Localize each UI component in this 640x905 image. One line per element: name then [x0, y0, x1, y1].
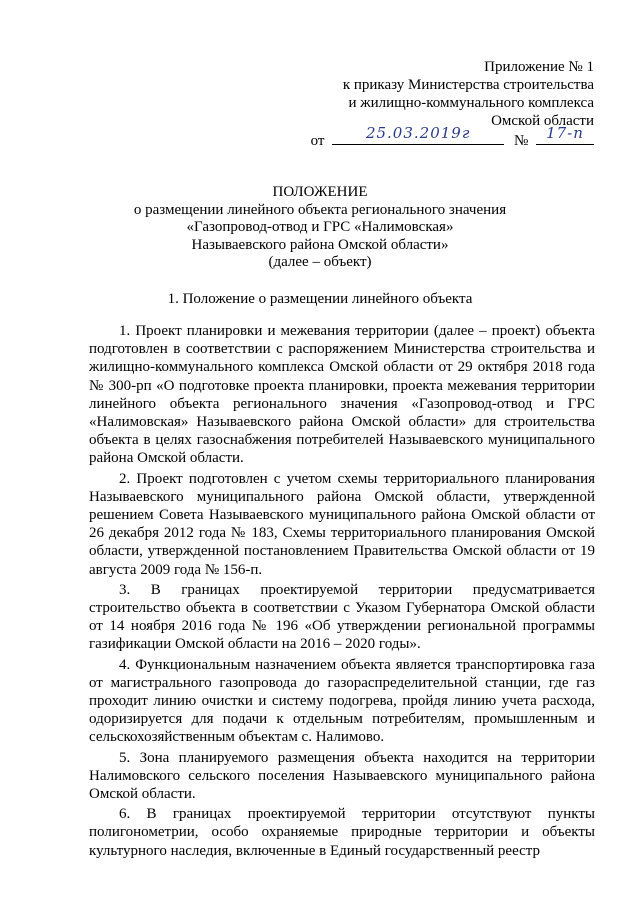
- title-heading: ПОЛОЖЕНИЕ: [272, 184, 368, 200]
- number-field: [536, 124, 594, 145]
- section-heading: 1. Положение о размещении линейного объекта: [167, 291, 473, 307]
- appendix-ref-line: Омской области: [491, 113, 594, 129]
- number-prefix: №: [513, 133, 529, 149]
- appendix-ref-line: к приказу Министерства строительства: [342, 77, 594, 93]
- appendix-header: [311, 58, 594, 150]
- document-body: [89, 322, 595, 862]
- paragraph: 4. Функциональным назначением объекта является транспортировка газа от магистрального газопровода до газораспределительной станции, где газ проходит линию очистки и систему подогрева, пройдя линию учета расхода, одоризируется для подачи к отдельным потребителям, промышленным и сельскохозяйственным объектам с. Налимово.: [89, 656, 595, 746]
- title-line: «Газопровод-отвод и ГРС «Налимовская»: [186, 219, 454, 235]
- title-line: (далее – объект): [268, 254, 372, 270]
- document-title: [0, 184, 640, 272]
- appendix-title: Приложение № 1: [484, 59, 594, 75]
- paragraph: 2. Проект подготовлен с учетом схемы территориального планирования Называевского муниципального района Омской области, утвержденной решением Совета Называевского муниципального района Омской области от 26 декабря 2012 года № 183, Схемы территориального планирования Омской области, утвержденной постановлением Правительства Омской области от 19 августа 2009 года № 156-п.: [89, 470, 595, 578]
- handwritten-date: 25.03.2019г: [365, 124, 471, 142]
- date-number-line: [310, 124, 594, 150]
- paragraph: 3. В границах проектируемой территории предусматривается строительство объекта в соответствии с Указом Губернатора Омской области от 14 ноября 2016 года № 196 «Об утверждении региональной программы газификации Омской области на 2016 – 2020 годы».: [89, 581, 595, 653]
- title-line: о размещении линейного объекта регионального значения: [133, 201, 507, 218]
- paragraph: 5. Зона планируемого размещения объекта находится на территории Налимовского сельского поселения Называевского муниципального района Омской области.: [89, 749, 595, 803]
- handwritten-number: 17-п: [546, 124, 584, 142]
- paragraph: 6. В границах проектируемой территории отсутствуют пункты полигонометрии, особо охраняемые природные территории и объекты культурного наследия, включенные в Единый государственный реестр: [89, 806, 595, 859]
- title-line: Называевского района Омской области»: [191, 236, 449, 253]
- date-field: [332, 124, 504, 145]
- paragraph: 1. Проект планировки и межевания территории (далее – проект) объекта подготовлен в соответствии с распоряжением Министерства строительства и жилищно-коммунального комплекса Омской области от 29 октября 2018 года № 300-рп «О подготовке проекта планировки, проекта межевания территории линейного объекта регионального значения «Газопровод-отвод и ГРС «Налимовская» Называевского района Омской области» для строительства объекта в целях газоснабжения потребителей Называевского муниципального района Омской области.: [89, 323, 595, 467]
- appendix-ref-line: и жилищно-коммунального комплекса: [348, 95, 594, 111]
- date-prefix: от: [310, 133, 325, 149]
